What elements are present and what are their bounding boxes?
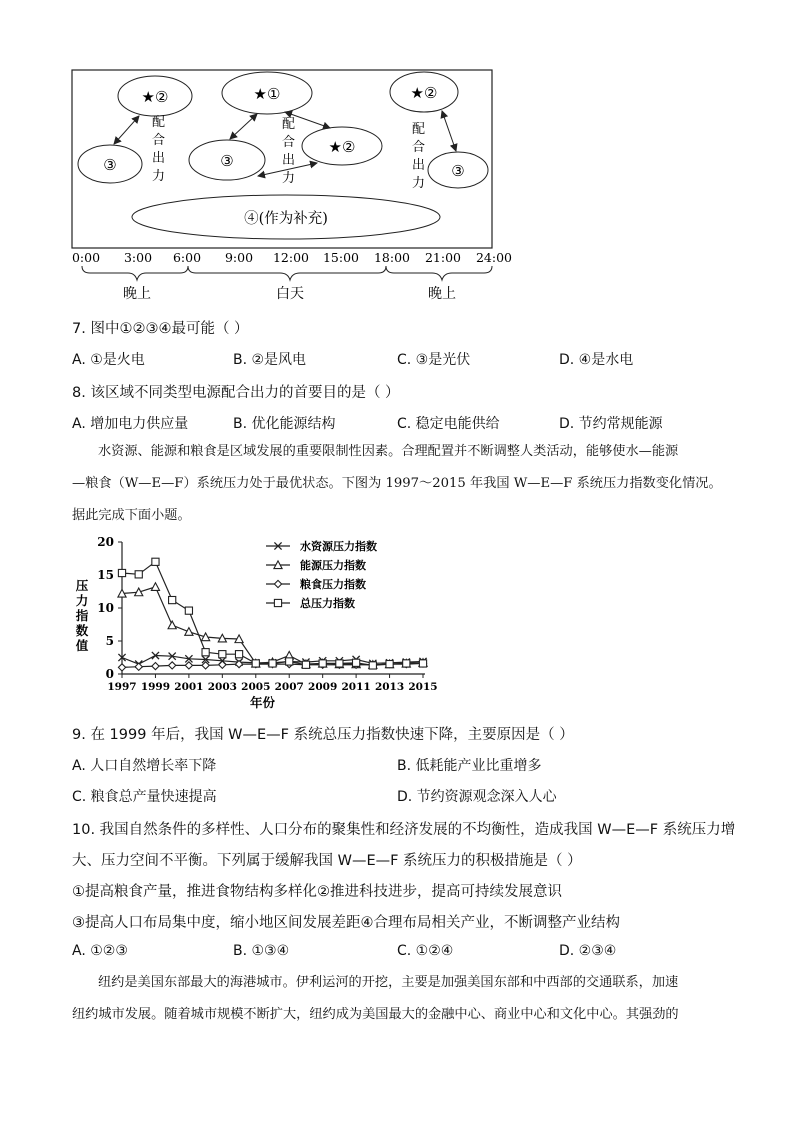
y-tick-label: 0 [105, 667, 114, 681]
svg-text:配: 配 [152, 115, 166, 130]
data-point-diamond [135, 663, 142, 670]
double-arrow [442, 111, 456, 151]
x-tick-label: 1999 [140, 681, 171, 693]
data-point-square [269, 660, 276, 667]
svg-text:配: 配 [282, 117, 296, 132]
period-braces [82, 266, 492, 280]
data-point-square [152, 558, 159, 565]
data-point-square [419, 660, 426, 667]
x-tick-label: 2005 [241, 681, 271, 693]
y-axis-label: 指 [75, 608, 89, 623]
legend-marker [274, 599, 281, 606]
svg-text:3:00: 3:00 [123, 250, 153, 265]
q7-option-c[interactable]: C. ③是光伏 [397, 352, 471, 368]
cooperate-label-right [412, 122, 425, 191]
svg-text:白天: 白天 [276, 286, 304, 302]
svg-text:晚上: 晚上 [428, 286, 456, 302]
question-10-line3: ①提高粮食产量，推进食物结构多样化②推进科技进步，提高可持续发展意识 [72, 884, 562, 900]
svg-text:晚上: 晚上 [123, 286, 151, 302]
q9-option-d[interactable]: D. 节约资源观念深入人心 [397, 789, 557, 805]
svg-text:出: 出 [412, 158, 426, 173]
legend-label: 总压力指数 [300, 597, 355, 610]
node-label: ★① [253, 85, 281, 103]
passage-line: 纽约是美国东部最大的海港城市。伊利运河的开挖，主要是加强美国东部和中西部的交通联系，加速 [98, 975, 679, 990]
y-axis-label: 压 [75, 578, 89, 593]
data-point-square [185, 607, 192, 614]
data-point-square [135, 571, 142, 578]
q9-option-a[interactable]: A. 人口自然增长率下降 [72, 758, 217, 774]
svg-text:力: 力 [152, 169, 166, 184]
svg-text:18:00: 18:00 [373, 250, 411, 265]
data-point-square [219, 651, 226, 658]
period-labels [123, 286, 456, 302]
node-label: ★② [141, 88, 169, 106]
x-tick-label: 2003 [207, 681, 237, 693]
node-label: ★② [328, 138, 356, 156]
data-point-square [319, 660, 326, 667]
q8-option-d[interactable]: D. 节约常规能源 [559, 416, 663, 432]
svg-text:配: 配 [412, 122, 426, 137]
svg-text:力: 力 [412, 176, 426, 191]
cooperate-label-left [152, 115, 165, 184]
svg-text:合: 合 [412, 140, 426, 155]
q9-option-c[interactable]: C. 粮食总产量快速提高 [72, 789, 217, 805]
x-axis-label: 年份 [249, 695, 276, 710]
data-point-triangle [185, 628, 193, 636]
x-tick-label: 2009 [308, 681, 338, 693]
svg-text:出: 出 [152, 151, 166, 166]
svg-text:力: 力 [282, 171, 296, 186]
time-axis [72, 250, 512, 265]
y-tick-label: 5 [105, 634, 114, 648]
q7-option-b[interactable]: B. ②是风电 [233, 352, 307, 368]
passage-newyork [72, 967, 722, 1031]
power-dispatch-diagram [60, 60, 530, 310]
data-point-diamond [185, 662, 192, 669]
passage-line: —粮食（W—E—F）系统压力处于最优状态。下图为 1997～2015 年我国 W—E—F 系统压力指数变化情况。 [72, 476, 722, 491]
data-point-square [353, 659, 360, 666]
passage-line: 纽约城市发展。随着城市规模不断扩大，纽约成为美国最大的金融中心、商业中心和文化中心。其强劲的 [72, 1007, 679, 1022]
svg-text:合: 合 [152, 133, 166, 148]
svg-text:12:00: 12:00 [272, 250, 310, 265]
node-label: ④(作为补充) [244, 211, 328, 227]
data-point-square [118, 569, 125, 576]
data-point-square [252, 660, 259, 667]
svg-text:合: 合 [282, 135, 296, 150]
series-line-triangle [122, 587, 423, 665]
data-point-square [403, 660, 410, 667]
legend-marker [274, 580, 281, 587]
x-tick-label: 1997 [107, 681, 137, 693]
cooperate-label-middle [282, 117, 295, 186]
svg-text:6:00: 6:00 [172, 250, 202, 265]
data-point-diamond [152, 662, 159, 669]
data-point-diamond [219, 661, 226, 668]
data-point-square [369, 662, 376, 669]
x-tick-label: 2011 [341, 681, 371, 693]
data-point-square [202, 649, 209, 656]
passage-line: 据此完成下面小题。 [72, 508, 191, 523]
x-tick-label: 2013 [374, 681, 405, 693]
legend-label: 能源压力指数 [300, 559, 366, 572]
legend-label: 粮食压力指数 [300, 578, 366, 591]
q8-option-b[interactable]: B. 优化能源结构 [233, 416, 336, 432]
passage-line: 水资源、能源和粮食是区域发展的重要限制性因素。合理配置并不断调整人类活动，能够使水—能源 [98, 444, 679, 459]
q8-option-a[interactable]: A. 增加电力供应量 [72, 416, 189, 432]
data-point-square [235, 651, 242, 658]
question-10-line2: 大、压力空间不平衡。下列属于缓解我国 W—E—F 系统压力的积极措施是（ ） [72, 853, 582, 869]
double-arrow [114, 116, 139, 144]
x-tick-label: 2001 [174, 681, 204, 693]
q7-option-a[interactable]: A. ①是火电 [72, 352, 145, 368]
q10-option-a[interactable]: A. ①②③ [72, 943, 128, 959]
y-tick-label: 15 [97, 568, 114, 582]
svg-text:出: 出 [282, 153, 296, 168]
q10-option-c[interactable]: C. ①②④ [397, 943, 454, 959]
q9-option-b[interactable]: B. 低耗能产业比重增多 [397, 758, 542, 774]
legend-label: 水资源压力指数 [300, 540, 377, 553]
q7-option-d[interactable]: D. ④是水电 [559, 352, 634, 368]
node-label: ③ [103, 156, 117, 174]
question-10-line4: ③提高人口布局集中度，缩小地区间发展差距④合理布局相关产业，不断调整产业结构 [72, 915, 620, 931]
wef-pressure-chart [68, 532, 438, 712]
passage-wef [72, 436, 722, 532]
x-tick-label: 2007 [274, 681, 304, 693]
y-axis-label: 值 [75, 638, 89, 653]
data-point-square [169, 596, 176, 603]
q10-option-d[interactable]: D. ②③④ [559, 943, 617, 959]
data-point-square [386, 661, 393, 668]
question-7-stem: 7. 图中①②③④最可能（ ） [72, 321, 249, 337]
svg-text:24:00: 24:00 [475, 250, 513, 265]
question-10-line1: 10. 我国自然条件的多样性、人口分布的聚集性和经济发展的不均衡性，造成我国 W—E—F 系统压力增 [72, 822, 736, 838]
svg-text:0:00: 0:00 [71, 250, 101, 265]
y-axis-label: 数 [75, 623, 89, 638]
y-tick-label: 20 [97, 535, 114, 549]
data-point-diamond [118, 664, 125, 671]
double-arrow [230, 114, 257, 139]
svg-text:21:00: 21:00 [424, 250, 462, 265]
y-tick-label: 10 [97, 601, 114, 615]
svg-text:9:00: 9:00 [224, 250, 254, 265]
x-tick-label: 2015 [408, 681, 438, 693]
data-point-diamond [169, 662, 176, 669]
node-label: ★② [410, 84, 438, 102]
svg-text:15:00: 15:00 [322, 250, 360, 265]
question-9-stem: 9. 在 1999 年后，我国 W—E—F 系统总压力指数快速下降，主要原因是（ ） [72, 727, 574, 743]
question-8-stem: 8. 该区域不同类型电源配合出力的首要目的是（ ） [72, 385, 400, 401]
data-point-square [286, 658, 293, 665]
node-label: ③ [451, 162, 465, 180]
data-point-triangle [168, 621, 176, 629]
data-point-square [336, 660, 343, 667]
y-axis-label: 力 [75, 593, 89, 608]
data-point-triangle [151, 583, 159, 591]
q8-option-c[interactable]: C. 稳定电能供给 [397, 416, 500, 432]
q10-option-b[interactable]: B. ①③④ [233, 943, 290, 959]
data-point-square [302, 661, 309, 668]
node-label: ③ [220, 152, 234, 170]
